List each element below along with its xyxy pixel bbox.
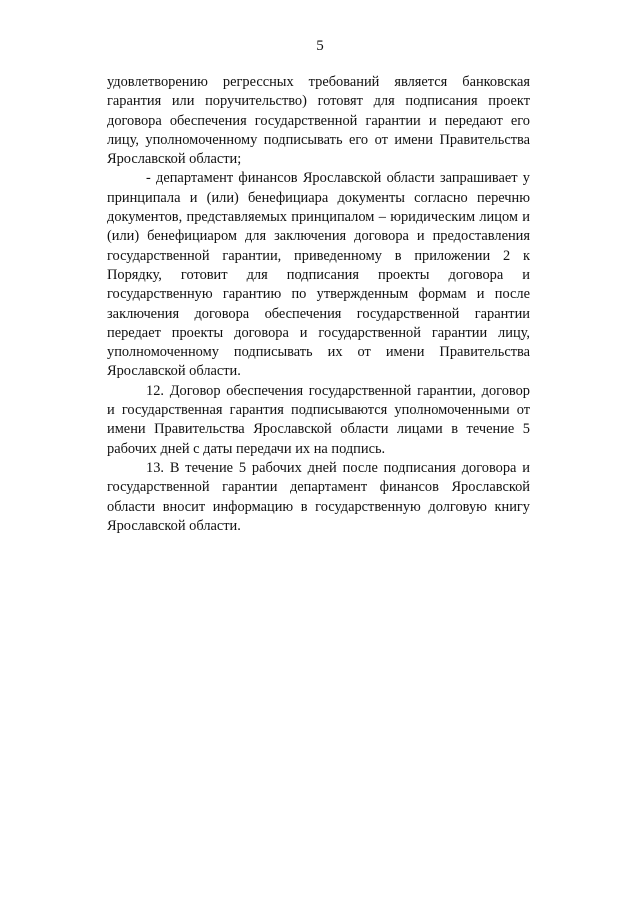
document-body <box>107 73 530 536</box>
page-number: 5 <box>316 38 324 54</box>
paragraph-finance-department: - департамент финансов Ярославской области запрашивает у принципала и (или) бенефициара документы согласно перечню документов, представляемых принципалом – юридическим лицом и (или) бенефициаром для заключения договора и предоставления государственной гарантии, приведенному в приложении 2 к Порядку, готовит для подписания проекты договора и государственную гарантию по утвержденным формам и после заключения договора обеспечения государственной гарантии передает проекты договора и государственной гарантии лицу, уполномоченному подписывать их от имени Правительства Ярославской области. <box>107 170 530 380</box>
paragraph-item-13: 13. В течение 5 рабочих дней после подписания договора и государственной гарантии департамент финансов Ярославской области вносит информацию в государственную долговую книгу Ярославской области. <box>107 459 530 534</box>
paragraph-continuation: удовлетворению регрессных требований является банковская гарантия или поручительство) готовят для подписания проект договора обеспечения государственной гарантии и передают его лицу, уполномоченному подписывать его от имени Правительства Ярославской области; <box>107 74 530 168</box>
paragraph-item-12: 12. Договор обеспечения государственной гарантии, договор и государственная гарантия подписываются уполномоченными от имени Правительства Ярославской области лицами в течение 5 рабочих дней с даты передачи их на подпись. <box>107 382 530 457</box>
